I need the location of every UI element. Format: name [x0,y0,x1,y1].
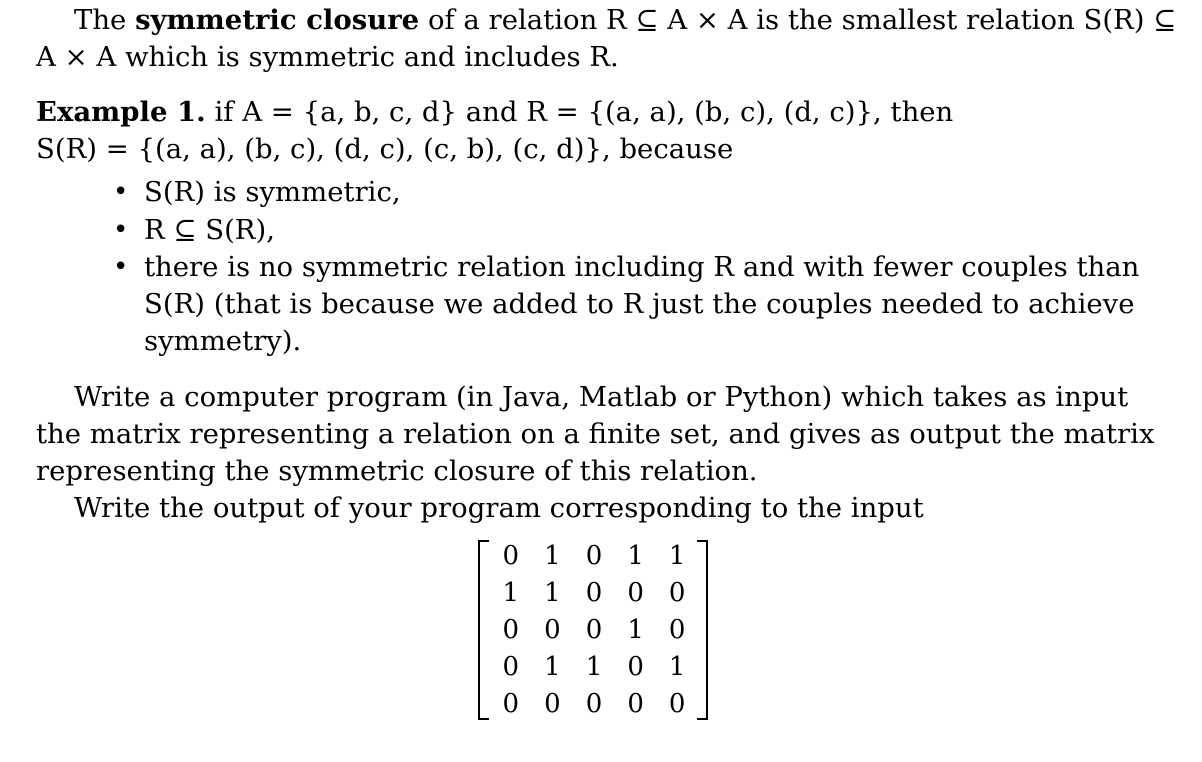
definition-line-1 [74,2,1176,39]
matrix-grid [490,538,698,720]
matrix-cell: 0 [585,689,603,719]
task-line-1: Write a computer program (in Java, Matlab or Python) which takes as input [74,381,1129,413]
example-line-2: S(R) = {(a, a), (b, c), (d, c), (c, b), (c, d)}, because [36,133,734,165]
bullet-text-3-line-3: symmetry). [144,325,302,357]
example-label: Example 1. [36,96,206,128]
example-line-1-rest: if A = {a, b, c, d} and R = {(a, a), (b, c), (d, c)}, then [214,96,954,128]
bullet-dot-2: • [113,215,129,245]
matrix-cell: 1 [544,652,561,682]
matrix-right-bracket [697,540,708,720]
task-line-3: representing the symmetric closure of this relation. [36,455,758,487]
matrix-cell: 1 [627,541,644,571]
matrix-cell: 1 [544,578,561,608]
bullet-dot-3: • [113,252,129,282]
bullet-text-3-line-1: there is no symmetric relation including R and with fewer couples than [144,251,1140,283]
task-line-2: the matrix representing a relation on a finite set, and gives as output the matrix [36,418,1155,450]
matrix-cell: 1 [627,615,644,645]
matrix-cell: 0 [627,689,644,719]
matrix-cell: 0 [502,615,520,645]
matrix-cell: 0 [585,615,603,645]
matrix-left-bracket [478,540,489,720]
matrix-cell: 0 [627,578,644,608]
bullet-text-1: S(R) is symmetric, [144,176,401,208]
matrix-cell: 1 [585,652,603,682]
matrix-cell: 1 [502,578,520,608]
bullet-text-2: R ⊆ S(R), [144,214,275,246]
matrix-cell: 0 [668,578,686,608]
matrix-cell: 0 [627,652,644,682]
matrix-cell: 0 [668,615,686,645]
matrix-cell: 1 [544,541,561,571]
matrix-cell: 1 [668,652,686,682]
matrix-cell: 0 [502,652,520,682]
definition-intro: The [74,4,127,36]
matrix-cell: 0 [668,689,686,719]
matrix-cell: 0 [544,689,561,719]
example-line-1 [36,94,953,131]
input-matrix [478,538,708,720]
definition-line-1-rest: of a relation R ⊆ A × A is the smallest relation S(R) ⊆ [427,4,1177,36]
matrix-cell: 0 [502,541,520,571]
matrix-cell: 0 [544,615,561,645]
matrix-cell: 0 [585,541,603,571]
bullet-text-3-line-2: S(R) (that is because we added to R just the couples needed to achieve [144,288,1135,320]
matrix-cell: 0 [502,689,520,719]
matrix-cell: 0 [585,578,603,608]
definition-line-2: A × A which is symmetric and includes R. [36,41,619,73]
matrix-cell: 1 [668,541,686,571]
bullet-dot-1: • [113,177,129,207]
definition-term: symmetric closure [135,4,420,36]
task-line-4: Write the output of your program corresponding to the input [74,492,924,524]
